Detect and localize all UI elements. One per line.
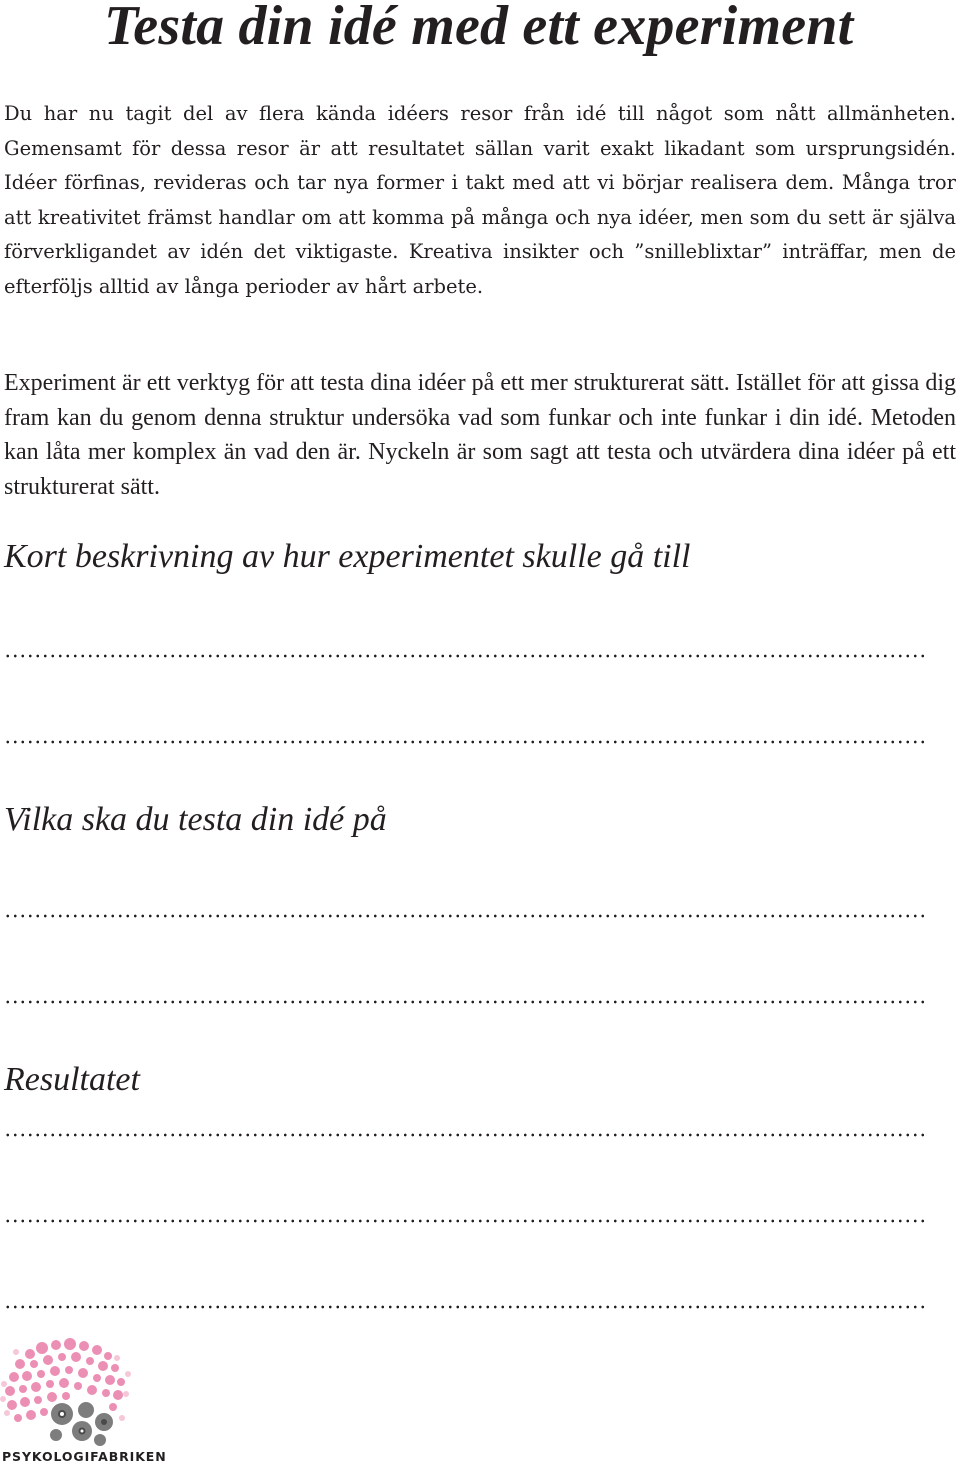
section-heading-result: Resultatet — [4, 1061, 140, 1098]
section-heading-description: Kort beskrivning av hur experimentet skulle gå till — [4, 538, 691, 575]
section-heading-target-group: Vilka ska du testa din idé på — [4, 801, 387, 838]
brain-logo-icon — [0, 1336, 150, 1467]
answer-line[interactable] — [4, 654, 928, 658]
answer-line[interactable] — [4, 914, 928, 918]
answer-line[interactable] — [4, 740, 928, 744]
page-title: Testa din idé med ett experiment — [104, 0, 854, 57]
answer-line[interactable] — [4, 1219, 928, 1223]
intro-paragraph: Du har nu tagit del av flera kända idéers resor från idé till något som nått allmänheten. Gemensamt för dessa resor är att resultatet sällan varit exakt likadant som ursprungsidén. Idéer förfinas, revideras och tar nya former i takt med att vi börjar realisera dem. Många tror att kreativitet främst handlar om att komma på många och nya idéer, men som du sett är själva förverkligandet av idén det viktigaste. Kreativa insikter och ”snilleblixtar” inträffar, men de efterföljs alltid av långa perioder av hårt arbete. — [4, 102, 956, 298]
answer-line[interactable] — [4, 1305, 928, 1309]
logo-wordmark: PSYKOLOGIFABRIKEN — [2, 1449, 167, 1464]
answer-line[interactable] — [4, 1000, 928, 1004]
experiment-paragraph: Experiment är ett verktyg för att testa dina idéer på ett mer strukturerat sätt. Istället för att gissa dig fram kan du genom denna struktur undersöka vad som funkar och inte funkar i din idé. Metoden kan låta mer komplex än vad den är. Nyckeln är som sagt att testa och utvärdera dina idéer på ett strukturerat sätt. — [4, 370, 956, 500]
answer-line[interactable] — [4, 1133, 928, 1137]
